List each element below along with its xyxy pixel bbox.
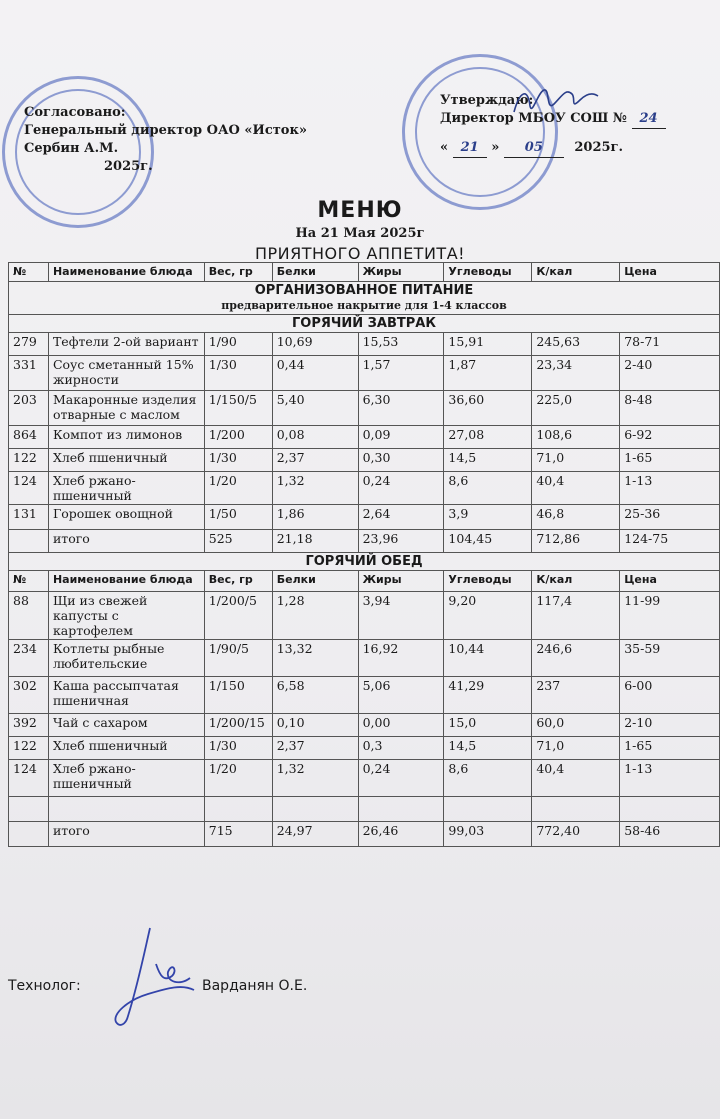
table-cell: 0,10 — [272, 714, 358, 737]
table-row — [9, 472, 720, 505]
table-cell: 15,53 — [358, 333, 444, 356]
table-cell: Котлеты рыбные любительские — [48, 640, 204, 677]
table-row — [9, 677, 720, 714]
table-row — [9, 426, 720, 449]
technologist-signature — [98, 924, 208, 1034]
menu-date: На 21 Мая 2025г — [295, 226, 425, 241]
table-cell: 1/150 — [204, 677, 272, 714]
table-cell: 1/30 — [204, 737, 272, 760]
table-cell — [9, 797, 49, 822]
table-cell: 203 — [9, 391, 49, 426]
approval-left-line2: Генеральный директор ОАО «Исток» — [24, 123, 307, 138]
table-cell: 246,6 — [532, 640, 620, 677]
table-cell: Соус сметанный 15% жирности — [48, 356, 204, 391]
table-cell: Чай с сахаром — [48, 714, 204, 737]
table-cell: 6,30 — [358, 391, 444, 426]
table-cell: 60,0 — [532, 714, 620, 737]
total-cell: 24,97 — [272, 822, 358, 847]
table-cell: Каша рассыпчатая пшеничная — [48, 677, 204, 714]
total-row — [9, 530, 720, 553]
table-cell: 71,0 — [532, 737, 620, 760]
approval-left-line3: Сербин А.М. — [24, 141, 119, 156]
table-row — [9, 714, 720, 737]
table-cell — [444, 797, 532, 822]
total-cell: 715 — [204, 822, 272, 847]
table-cell: 8,6 — [444, 760, 532, 797]
approval-left-line4: 2025г. — [104, 159, 153, 174]
table-cell: 124 — [9, 760, 49, 797]
column-header: Углеводы — [444, 571, 532, 592]
table-cell: 6,58 — [272, 677, 358, 714]
table-cell: 0,08 — [272, 426, 358, 449]
table-cell: 2,37 — [272, 737, 358, 760]
table-cell: 8-48 — [620, 391, 720, 426]
section-title — [9, 282, 720, 315]
table-cell: 5,40 — [272, 391, 358, 426]
menu-table-body — [9, 263, 720, 847]
section-row — [9, 315, 720, 333]
table-cell: 36,60 — [444, 391, 532, 426]
table-cell: 1-65 — [620, 737, 720, 760]
section-subtitle: предварительное накрытие для 1-4 классов — [221, 299, 507, 312]
section-row — [9, 282, 720, 315]
table-cell: 10,44 — [444, 640, 532, 677]
section-title-text: ГОРЯЧИЙ ЗАВТРАК — [292, 316, 436, 331]
table-cell — [204, 797, 272, 822]
table-cell: 41,29 — [444, 677, 532, 714]
section-title — [9, 553, 720, 571]
table-cell: 0,30 — [358, 449, 444, 472]
table-cell: 14,5 — [444, 737, 532, 760]
column-header: Цена — [620, 263, 720, 282]
column-header: № — [9, 263, 49, 282]
approval-day: 21 — [453, 139, 487, 158]
table-cell: 122 — [9, 737, 49, 760]
table-row — [9, 592, 720, 640]
section-row — [9, 553, 720, 571]
table-cell: Хлеб ржано-пшеничный — [48, 760, 204, 797]
approval-right-line1: Утверждаю: — [440, 93, 534, 108]
table-cell: 15,0 — [444, 714, 532, 737]
quote-open: « — [440, 140, 449, 155]
column-header: Белки — [272, 263, 358, 282]
section-title-text: ОРГАНИЗОВАННОЕ ПИТАНИЕ — [254, 283, 474, 298]
table-cell: 2,64 — [358, 505, 444, 530]
column-header: Белки — [272, 571, 358, 592]
quote-close: » — [491, 140, 500, 155]
column-header: К/кал — [532, 263, 620, 282]
table-cell: 245,63 — [532, 333, 620, 356]
table-cell: Хлеб пшеничный — [48, 449, 204, 472]
table-cell: Горошек овощной — [48, 505, 204, 530]
table-cell: 14,5 — [444, 449, 532, 472]
table-cell: 2-40 — [620, 356, 720, 391]
table-cell: 1,32 — [272, 760, 358, 797]
menu-wish: ПРИЯТНОГО АППЕТИТА! — [254, 244, 466, 263]
table-cell: 11-99 — [620, 592, 720, 640]
table-cell: 117,4 — [532, 592, 620, 640]
table-cell: 15,91 — [444, 333, 532, 356]
table-row — [9, 333, 720, 356]
table-cell: 0,44 — [272, 356, 358, 391]
table-cell: 122 — [9, 449, 49, 472]
table-cell: Щи из свежей капусты с картофелем — [48, 592, 204, 640]
total-cell: 23,96 — [358, 530, 444, 553]
table-cell: 3,94 — [358, 592, 444, 640]
table-cell: 9,20 — [444, 592, 532, 640]
table-cell: 46,8 — [532, 505, 620, 530]
director-signature — [510, 82, 600, 122]
section-title-text: ГОРЯЧИЙ ОБЕД — [305, 554, 423, 569]
table-cell: 6-92 — [620, 426, 720, 449]
table-row — [9, 760, 720, 797]
table-cell: 5,06 — [358, 677, 444, 714]
column-header: Вес, гр — [204, 263, 272, 282]
table-cell: 1/200/5 — [204, 592, 272, 640]
approval-right-line2: Директор МБОУ СОШ № — [440, 111, 628, 126]
table-cell: 88 — [9, 592, 49, 640]
table-cell: 1/200 — [204, 426, 272, 449]
table-cell: 237 — [532, 677, 620, 714]
table-cell: 3,9 — [444, 505, 532, 530]
table-cell — [532, 797, 620, 822]
table-cell: 10,69 — [272, 333, 358, 356]
table-cell: 23,34 — [532, 356, 620, 391]
table-cell: 225,0 — [532, 391, 620, 426]
table-cell: 1-65 — [620, 449, 720, 472]
table-cell: Хлеб пшеничный — [48, 737, 204, 760]
total-cell: 124-75 — [620, 530, 720, 553]
table-cell: 864 — [9, 426, 49, 449]
table-cell: 1/90 — [204, 333, 272, 356]
table-cell: 392 — [9, 714, 49, 737]
table-cell: 234 — [9, 640, 49, 677]
column-header: Наименование блюда — [48, 263, 204, 282]
column-header: Жиры — [358, 571, 444, 592]
table-cell: 1-13 — [620, 472, 720, 505]
table-cell: 40,4 — [532, 760, 620, 797]
approval-year: 2025г. — [574, 140, 624, 155]
table-cell: 124 — [9, 472, 49, 505]
total-cell: 21,18 — [272, 530, 358, 553]
total-cell: итого — [48, 530, 204, 553]
table-row — [9, 640, 720, 677]
total-row — [9, 822, 720, 847]
table-cell: 25-36 — [620, 505, 720, 530]
table-row — [9, 737, 720, 760]
table-cell: 1,87 — [444, 356, 532, 391]
column-header: Цена — [620, 571, 720, 592]
table-cell: 1/200/15 — [204, 714, 272, 737]
table-cell: 1,57 — [358, 356, 444, 391]
table-cell: 1-13 — [620, 760, 720, 797]
technologist-name: Варданян О.Е. — [202, 978, 308, 994]
table-cell: 108,6 — [532, 426, 620, 449]
table-cell: 78-71 — [620, 333, 720, 356]
table-cell: 6-00 — [620, 677, 720, 714]
table-cell: 1/20 — [204, 760, 272, 797]
total-cell: 712,86 — [532, 530, 620, 553]
table-header-row — [9, 263, 720, 282]
table-cell — [272, 797, 358, 822]
table-cell: 1/50 — [204, 505, 272, 530]
table-cell: Компот из лимонов — [48, 426, 204, 449]
table-cell: 279 — [9, 333, 49, 356]
school-number: 24 — [632, 110, 666, 129]
table-cell: Макаронные изделия отварные с маслом — [48, 391, 204, 426]
table-cell: 1,86 — [272, 505, 358, 530]
column-header: № — [9, 571, 49, 592]
column-header: Углеводы — [444, 263, 532, 282]
table-cell: 1,32 — [272, 472, 358, 505]
total-cell — [9, 822, 49, 847]
total-cell: 525 — [204, 530, 272, 553]
table-cell: 2-10 — [620, 714, 720, 737]
section-title — [9, 315, 720, 333]
table-cell — [358, 797, 444, 822]
total-cell: 772,40 — [532, 822, 620, 847]
table-cell: 71,0 — [532, 449, 620, 472]
table-cell: 1/90/5 — [204, 640, 272, 677]
table-row — [9, 356, 720, 391]
total-cell: 26,46 — [358, 822, 444, 847]
table-cell: 40,4 — [532, 472, 620, 505]
table-row — [9, 797, 720, 822]
total-cell: 104,45 — [444, 530, 532, 553]
table-cell: 1/150/5 — [204, 391, 272, 426]
table-cell: 0,3 — [358, 737, 444, 760]
technologist-label: Технолог: — [8, 978, 81, 994]
total-cell — [9, 530, 49, 553]
total-cell: итого — [48, 822, 204, 847]
table-row — [9, 391, 720, 426]
table-cell: 0,24 — [358, 760, 444, 797]
table-cell: 1/30 — [204, 449, 272, 472]
table-cell: 16,92 — [358, 640, 444, 677]
table-cell: 35-59 — [620, 640, 720, 677]
table-cell: 1/20 — [204, 472, 272, 505]
table-cell: 27,08 — [444, 426, 532, 449]
approval-left-line1: Согласовано: — [24, 105, 126, 120]
table-cell: 0,00 — [358, 714, 444, 737]
table-cell: Хлеб ржано- пшеничный — [48, 472, 204, 505]
column-header: Вес, гр — [204, 571, 272, 592]
column-header: Жиры — [358, 263, 444, 282]
table-cell — [620, 797, 720, 822]
column-header: Наименование блюда — [48, 571, 204, 592]
table-cell: 2,37 — [272, 449, 358, 472]
table-header-row — [9, 571, 720, 592]
table-cell: 331 — [9, 356, 49, 391]
table-row — [9, 449, 720, 472]
table-cell: 302 — [9, 677, 49, 714]
table-row — [9, 505, 720, 530]
table-cell: 0,09 — [358, 426, 444, 449]
table-cell — [48, 797, 204, 822]
total-cell: 99,03 — [444, 822, 532, 847]
approval-block-left — [24, 104, 307, 176]
menu-title: МЕНЮ — [317, 198, 403, 223]
table-cell: 131 — [9, 505, 49, 530]
total-cell: 58-46 — [620, 822, 720, 847]
table-cell: 13,32 — [272, 640, 358, 677]
table-cell: 8,6 — [444, 472, 532, 505]
table-cell: 1,28 — [272, 592, 358, 640]
column-header: К/кал — [532, 571, 620, 592]
approval-month: 05 — [504, 139, 564, 158]
table-cell: Тефтели 2-ой вариант — [48, 333, 204, 356]
table-cell: 1/30 — [204, 356, 272, 391]
table-cell: 0,24 — [358, 472, 444, 505]
menu-table — [8, 262, 720, 847]
